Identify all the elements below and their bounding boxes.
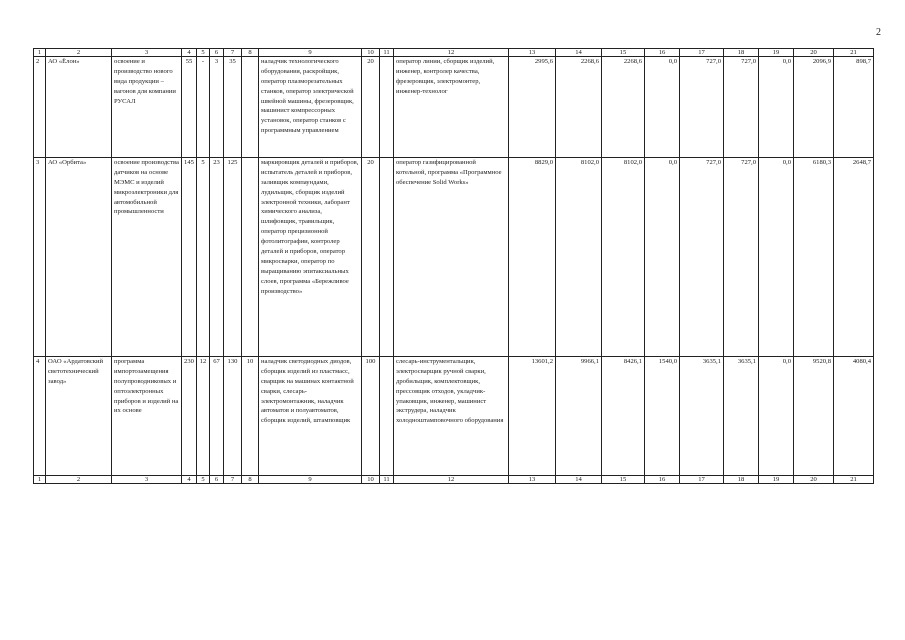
col-header: 13 (509, 49, 556, 57)
col-footer: 6 (210, 476, 224, 484)
col-footer: 11 (380, 476, 394, 484)
col-footer: 1 (34, 476, 46, 484)
col-footer: 5 (197, 476, 210, 484)
cell-organization: АО «Орбита» (46, 158, 112, 357)
cell-c11 (380, 357, 394, 476)
cell-project: освоение производства датчиков на основе МЭМС и изделий микроэлектроники для автомобильной промышленности (112, 158, 182, 357)
cell-row-number: 3 (34, 158, 46, 357)
cell-c4: 145 (182, 158, 197, 357)
cell-professions-2: оператор газифицированной котельной, программа «Программное обеспечение Solid Works» (394, 158, 509, 357)
col-header: 19 (759, 49, 794, 57)
column-number-footer (34, 476, 874, 484)
col-header: 17 (680, 49, 724, 57)
cell-c20: 6180,3 (794, 158, 834, 357)
cell-c20: 9520,8 (794, 357, 834, 476)
cell-c4: 230 (182, 357, 197, 476)
col-header: 9 (259, 49, 362, 57)
cell-c21: 2648,7 (834, 158, 874, 357)
cell-c7: 130 (224, 357, 242, 476)
col-header: 3 (112, 49, 182, 57)
cell-c13: 2995,6 (509, 57, 556, 158)
cell-c21: 4080,4 (834, 357, 874, 476)
cell-row-number: 2 (34, 57, 46, 158)
col-footer: 3 (112, 476, 182, 484)
cell-c6: 23 (210, 158, 224, 357)
cell-c6: 67 (210, 357, 224, 476)
page-number: 2 (876, 27, 881, 38)
col-footer: 15 (602, 476, 645, 484)
col-header: 2 (46, 49, 112, 57)
cell-c5: 5 (197, 158, 210, 357)
col-footer: 2 (46, 476, 112, 484)
column-number-header (34, 49, 874, 57)
col-footer: 12 (394, 476, 509, 484)
table-row (34, 158, 874, 357)
cell-project: программа импортозамещения полупроводниковых и оптоэлектронных приборов и изделий на их основе (112, 357, 182, 476)
cell-c16: 1540,0 (645, 357, 680, 476)
cell-c8 (242, 158, 259, 357)
cell-c21: 898,7 (834, 57, 874, 158)
col-footer: 13 (509, 476, 556, 484)
col-footer: 16 (645, 476, 680, 484)
col-footer: 7 (224, 476, 242, 484)
col-header: 6 (210, 49, 224, 57)
cell-c16: 0,0 (645, 57, 680, 158)
cell-c18: 3635,1 (724, 357, 759, 476)
col-footer: 14 (556, 476, 602, 484)
col-footer: 4 (182, 476, 197, 484)
col-header: 1 (34, 49, 46, 57)
col-header: 16 (645, 49, 680, 57)
cell-c18: 727,0 (724, 158, 759, 357)
cell-professions: наладчик светодиодных диодов, сборщик изделий из пластмасс, сварщик на машинах контактной сварки, слесарь-электромонтажник, наладчик автоматов и полуавтоматов, сборщик изделий, штамповщик (259, 357, 362, 476)
cell-row-number: 4 (34, 357, 46, 476)
cell-c20: 2096,9 (794, 57, 834, 158)
cell-c19: 0,0 (759, 357, 794, 476)
cell-c13: 8829,0 (509, 158, 556, 357)
col-header: 20 (794, 49, 834, 57)
cell-organization: ОАО «Ардатовский светотехнический завод» (46, 357, 112, 476)
cell-c10: 100 (362, 357, 380, 476)
col-header: 21 (834, 49, 874, 57)
col-header: 11 (380, 49, 394, 57)
cell-c14: 9966,1 (556, 357, 602, 476)
col-header: 18 (724, 49, 759, 57)
col-header: 7 (224, 49, 242, 57)
col-footer: 17 (680, 476, 724, 484)
col-footer: 19 (759, 476, 794, 484)
cell-c13: 13601,2 (509, 357, 556, 476)
data-table (33, 48, 874, 484)
cell-c15: 2268,6 (602, 57, 645, 158)
cell-c7: 125 (224, 158, 242, 357)
cell-c5: - (197, 57, 210, 158)
cell-c7: 35 (224, 57, 242, 158)
col-header: 4 (182, 49, 197, 57)
col-header: 14 (556, 49, 602, 57)
cell-project: освоение и производство нового вида продукции – вагонов для компании РУСАЛ (112, 57, 182, 158)
col-footer: 21 (834, 476, 874, 484)
col-footer: 8 (242, 476, 259, 484)
cell-c19: 0,0 (759, 57, 794, 158)
cell-c17: 3635,1 (680, 357, 724, 476)
col-header: 5 (197, 49, 210, 57)
cell-c19: 0,0 (759, 158, 794, 357)
col-footer: 9 (259, 476, 362, 484)
col-footer: 20 (794, 476, 834, 484)
table-row (34, 357, 874, 476)
col-header: 10 (362, 49, 380, 57)
cell-c8 (242, 57, 259, 158)
table-row (34, 57, 874, 158)
cell-c6: 3 (210, 57, 224, 158)
cell-c14: 8102,0 (556, 158, 602, 357)
col-header: 8 (242, 49, 259, 57)
cell-professions-2: слесарь-инструментальщик, электросварщик ручной сварки, дробильщик, комплектовщик, прессовщик отходов, укладчик-упаковщик, инженер, машинист экструдера, наладчик холодноштамповочного оборудования (394, 357, 509, 476)
cell-c5: 12 (197, 357, 210, 476)
col-header: 15 (602, 49, 645, 57)
col-footer: 18 (724, 476, 759, 484)
cell-c16: 0,0 (645, 158, 680, 357)
cell-c15: 8426,1 (602, 357, 645, 476)
cell-professions: наладчик технологического оборудования, раскройщик, оператор плазморезательных станков, оператор электрической швейной машины, фрезеровщик, машинист компрессорных установок, оператор станков с программным управлением (259, 57, 362, 158)
cell-c11 (380, 158, 394, 357)
cell-c15: 8102,0 (602, 158, 645, 357)
cell-c11 (380, 57, 394, 158)
cell-c17: 727,0 (680, 57, 724, 158)
col-footer: 10 (362, 476, 380, 484)
cell-c18: 727,0 (724, 57, 759, 158)
cell-professions-2: оператор линии, сборщик изделий, инженер, контролер качества, фрезеровщик, электромонтер, инженер-технолог (394, 57, 509, 158)
cell-c4: 55 (182, 57, 197, 158)
cell-organization: АО «Ёлон» (46, 57, 112, 158)
cell-c14: 2268,6 (556, 57, 602, 158)
cell-c10: 20 (362, 158, 380, 357)
cell-c10: 20 (362, 57, 380, 158)
cell-professions: маркировщик деталей и приборов, испытатель деталей и приборов, заливщик компаундами, лудильщик, сборщик изделий электронной техники, лаборант химического анализа, шлифовщик, травильщик, оператор прецизионной фотолитографии, контролер деталей и приборов, оператор микросварки, оператор по выращиванию эпитаксиальных слоев, программа «Бережливое производство» (259, 158, 362, 357)
cell-c8: 10 (242, 357, 259, 476)
cell-c17: 727,0 (680, 158, 724, 357)
col-header: 12 (394, 49, 509, 57)
